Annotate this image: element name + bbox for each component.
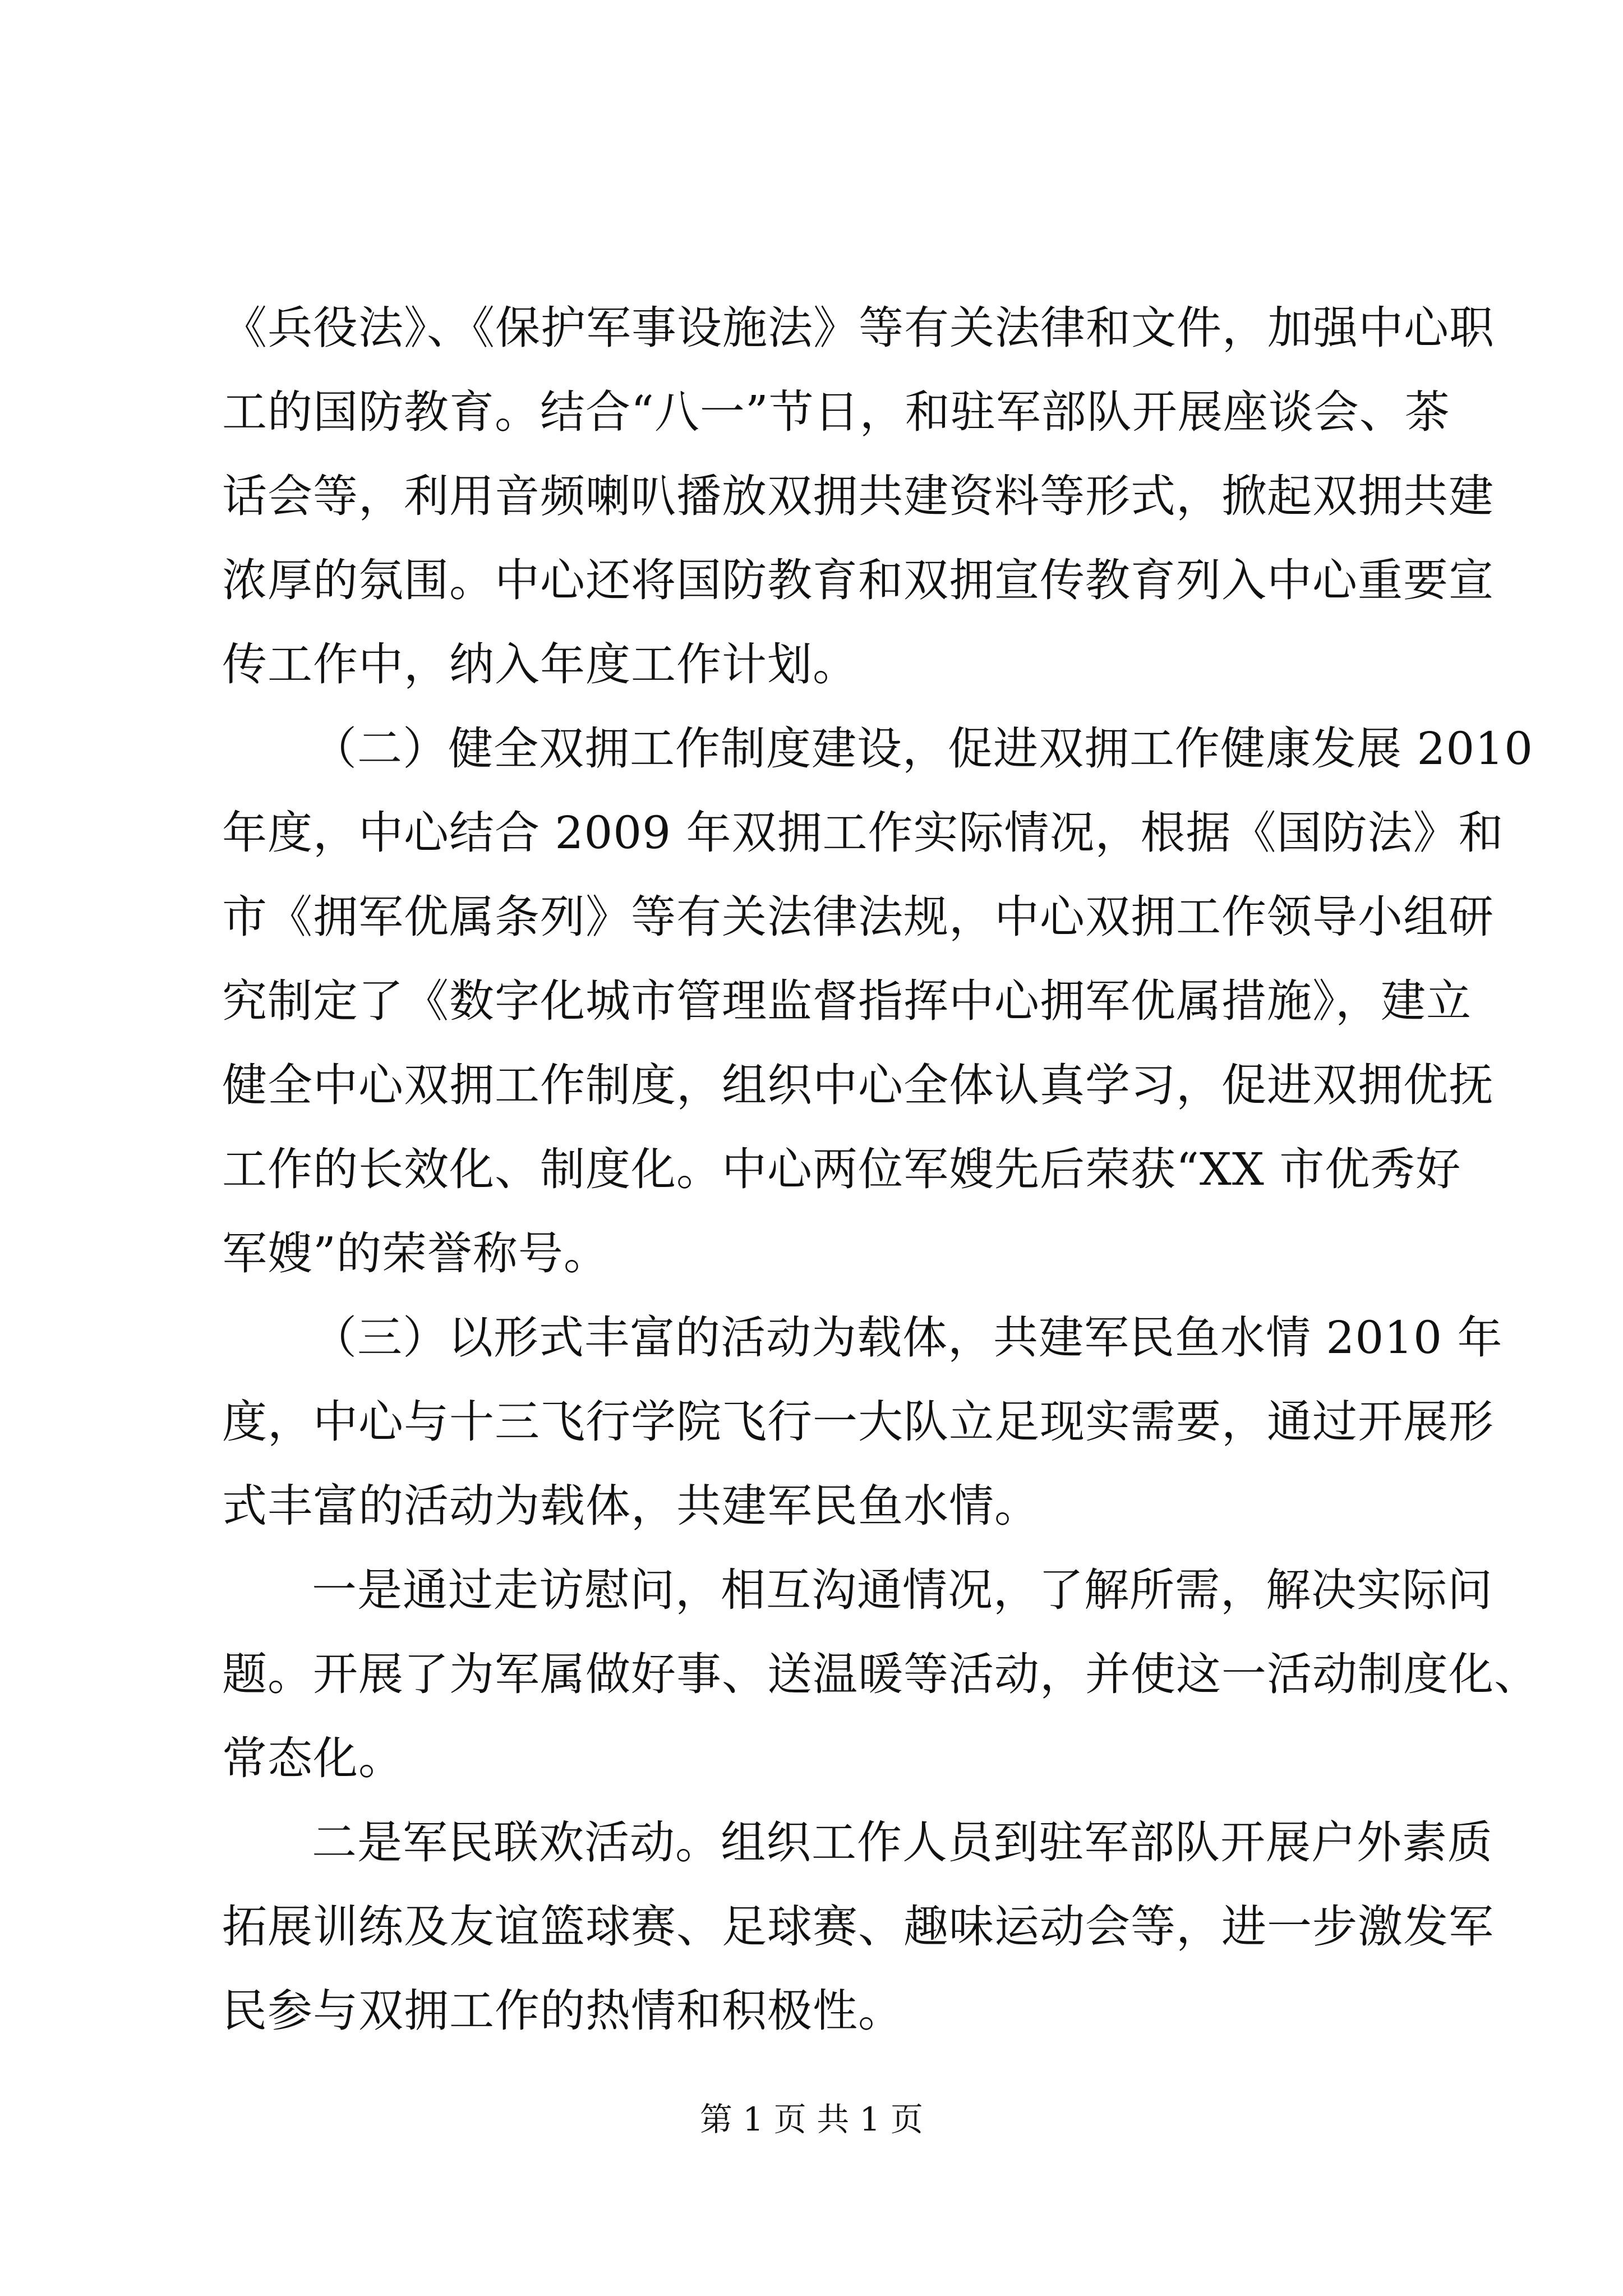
text-line: 工的国防教育。结合“八一”节日，和驻军部队开展座谈会、茶 (222, 386, 1450, 438)
text-line: 民参与双拥工作的热情和积极性。 (222, 1985, 903, 2037)
text-line: 《兵役法》、《保护军事设施法》等有关法律和文件，加强中心职 (222, 302, 1495, 354)
text-line: 健全中心双拥工作制度，组织中心全体认真学习，促进双拥优抚 (222, 1059, 1494, 1111)
text-line: 军嫂”的荣誉称号。 (222, 1227, 609, 1280)
text-line: 题。开展了为军属做好事、送温暖等活动，并使这一活动制度化、 (222, 1648, 1539, 1700)
text-line: 常态化。 (222, 1732, 404, 1784)
document-body (222, 286, 1539, 2053)
text-line: 浓厚的氛围。中心还将国防教育和双拥宣传教育列入中心重要宣 (222, 554, 1494, 606)
text-line: 拓展训练及友谊篮球赛、足球赛、趣味运动会等，进一步激发军 (222, 1901, 1494, 1953)
text-line: 式丰富的活动为载体，共建军民鱼水情。 (222, 1480, 1040, 1532)
text-line: 传工作中，纳入年度工作计划。 (222, 638, 858, 691)
text-line: 工作的长效化、制度化。中心两位军嫂先后荣获“XX 市优秀好 (222, 1143, 1461, 1195)
text-line: （二）健全双拥工作制度建设，促进双拥工作健康发展 2010 (312, 723, 1534, 775)
text-line: 度，中心与十三飞行学院飞行一大队立足现实需要，通过开展形 (222, 1396, 1494, 1448)
text-line: 市《拥军优属条列》等有关法律法规，中心双拥工作领导小组研 (222, 891, 1494, 943)
page-number-footer: 第 1 页 共 1 页 (700, 2100, 923, 2138)
text-line: 二是军民联欢活动。组织工作人员到驻军部队开展户外素质 (312, 1816, 1493, 1869)
text-line: 年度，中心结合 2009 年双拥工作实际情况，根据《国防法》和 (222, 807, 1504, 859)
text-line: 究制定了《数字化城市管理监督指挥中心拥军优属措施》，建立 (222, 975, 1472, 1027)
text-line: 话会等，利用音频喇叭播放双拥共建资料等形式，掀起双拥共建 (222, 470, 1494, 522)
text-line: （三）以形式丰富的活动为载体，共建军民鱼水情 2010 年 (312, 1312, 1503, 1364)
text-line: 一是通过走访慰问，相互沟通情况，了解所需，解决实际问 (312, 1564, 1493, 1616)
